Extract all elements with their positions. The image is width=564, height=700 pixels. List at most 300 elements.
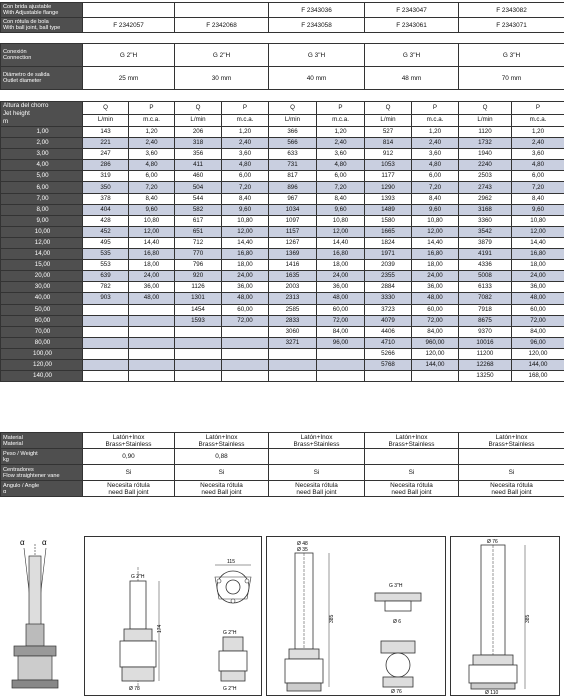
flow-row xyxy=(1,337,564,348)
diameter-value: 25 mm xyxy=(83,67,175,90)
flow-q-value: 13250 xyxy=(459,371,512,382)
flow-row xyxy=(1,348,564,359)
flow-p-value: 14,40 xyxy=(129,237,175,248)
flow-q-value: 920 xyxy=(175,271,222,282)
p-header: P xyxy=(512,102,564,115)
flow-q-value: 4406 xyxy=(365,326,412,337)
material-value: Latón+Inox Brass+Stainless xyxy=(459,433,564,449)
flow-q-value: 3879 xyxy=(459,237,512,248)
flow-p-value: 7,20 xyxy=(129,182,175,193)
flow-p-value: 1,20 xyxy=(317,127,365,138)
flow-q-value: 582 xyxy=(175,204,222,215)
material-value: Latón+Inox Brass+Stainless xyxy=(175,433,269,449)
flow-p-value: 18,00 xyxy=(222,260,269,271)
flow-q-value: 2039 xyxy=(365,260,412,271)
diameter-row xyxy=(1,67,564,90)
flow-row xyxy=(1,204,564,215)
base-dim: Ø 76 xyxy=(391,689,402,695)
flow-p-value: 2,40 xyxy=(412,138,459,149)
flow-p-value: 36,00 xyxy=(317,282,365,293)
q-unit: L/min xyxy=(365,114,412,127)
connection-row xyxy=(1,44,564,67)
flow-p-value xyxy=(412,371,459,382)
flow-row xyxy=(1,149,564,160)
flow-q-value: 1267 xyxy=(269,237,317,248)
jet-height-value: 6,00 xyxy=(1,182,83,193)
flow-p-value xyxy=(129,337,175,348)
jet-height-value: 7,00 xyxy=(1,193,83,204)
flow-p-value: 144,00 xyxy=(412,359,459,370)
flow-row xyxy=(1,315,564,326)
p-unit: m.c.a. xyxy=(222,114,269,127)
flow-q-value: 3360 xyxy=(459,215,512,226)
diameter-value: 30 mm xyxy=(175,67,269,90)
flow-p-value: 7,20 xyxy=(412,182,459,193)
flow-row xyxy=(1,226,564,237)
flow-q-value: 1301 xyxy=(175,293,222,304)
w-dim: Ø 6 xyxy=(393,619,401,625)
flow-q-value xyxy=(83,348,129,359)
flow-p-value: 24,00 xyxy=(317,271,365,282)
flow-q-value: 2003 xyxy=(269,282,317,293)
flow-row xyxy=(1,282,564,293)
flow-q-value xyxy=(269,371,317,382)
weight-value: 0,88 xyxy=(175,449,269,465)
flow-q-value: 553 xyxy=(83,260,129,271)
flow-p-value: 18,00 xyxy=(412,260,459,271)
flow-q-value: 206 xyxy=(175,127,222,138)
flow-p-value: 4,80 xyxy=(222,160,269,171)
flow-q-value: 319 xyxy=(83,171,129,182)
flow-q-value: 4336 xyxy=(459,260,512,271)
straightener-value: Si xyxy=(459,465,564,481)
weight-value: 0,90 xyxy=(83,449,175,465)
flow-row xyxy=(1,326,564,337)
thread-dim: G 2"H xyxy=(223,630,237,636)
flow-q-value: 3168 xyxy=(459,204,512,215)
material-label: Material Material xyxy=(1,433,83,449)
flow-q-value: 967 xyxy=(269,193,317,204)
flow-q-value: 2313 xyxy=(269,293,317,304)
flow-p-value: 6,00 xyxy=(317,171,365,182)
p-unit: m.c.a. xyxy=(129,114,175,127)
flow-q-value: 1824 xyxy=(365,237,412,248)
straightener-row xyxy=(1,465,564,481)
flow-p-value: 36,00 xyxy=(512,282,564,293)
flow-q-value: 286 xyxy=(83,160,129,171)
flow-p-value: 10,80 xyxy=(512,215,564,226)
flow-q-value: 2585 xyxy=(269,304,317,315)
jet-height-value: 12,00 xyxy=(1,237,83,248)
flow-p-value: 6,00 xyxy=(129,171,175,182)
jet-height-value: 40,00 xyxy=(1,293,83,304)
thread-dim-top: G 2"H xyxy=(131,574,145,580)
flow-p-value: 9,60 xyxy=(512,204,564,215)
flow-q-value xyxy=(83,359,129,370)
alpha-right: α xyxy=(42,538,47,547)
flow-p-value: 72,00 xyxy=(512,315,564,326)
flow-p-value: 96,00 xyxy=(512,337,564,348)
angle-label: Angulo / Angle α xyxy=(1,481,83,497)
flow-q-value: 731 xyxy=(269,160,317,171)
flow-q-value: 617 xyxy=(175,215,222,226)
flow-p-value: 12,00 xyxy=(412,226,459,237)
flow-q-value: 7918 xyxy=(459,304,512,315)
height-dim: 385 xyxy=(329,614,335,623)
flow-q-value: 2355 xyxy=(365,271,412,282)
flow-q-value: 3271 xyxy=(269,337,317,348)
flow-p-value: 9,60 xyxy=(412,204,459,215)
flow-q-value: 1369 xyxy=(269,249,317,260)
flow-p-value: 16,80 xyxy=(317,249,365,260)
flow-q-value xyxy=(83,326,129,337)
q-unit: L/min xyxy=(269,114,317,127)
flow-p-value: 6,00 xyxy=(512,171,564,182)
q-header: Q xyxy=(269,102,317,115)
flow-q-value: 221 xyxy=(83,138,129,149)
flow-p-value: 36,00 xyxy=(222,282,269,293)
flow-p-value: 48,00 xyxy=(512,293,564,304)
flow-p-value xyxy=(222,371,269,382)
flow-row xyxy=(1,249,564,260)
flow-p-value: 10,80 xyxy=(129,215,175,226)
flow-p-value xyxy=(129,371,175,382)
flow-p-value: 4,80 xyxy=(317,160,365,171)
flow-p-value xyxy=(129,359,175,370)
flow-p-value: 48,00 xyxy=(317,293,365,304)
flow-p-value: 7,20 xyxy=(317,182,365,193)
flow-p-value: 9,60 xyxy=(317,204,365,215)
flow-q-value: 318 xyxy=(175,138,222,149)
angle-value: Necesita rótula need Ball joint xyxy=(365,481,459,497)
flow-q-value: 7082 xyxy=(459,293,512,304)
connection-value: G 3"H xyxy=(459,44,564,67)
flow-q-value: 2833 xyxy=(269,315,317,326)
flow-p-value: 10,80 xyxy=(317,215,365,226)
model-code: F 2342068 xyxy=(175,18,269,33)
flow-row xyxy=(1,171,564,182)
flow-unit-row xyxy=(1,114,564,127)
jet-height-value: 50,00 xyxy=(1,304,83,315)
flow-p-value: 7,20 xyxy=(512,182,564,193)
connection-value: G 2"H xyxy=(175,44,269,67)
flow-p-value: 4,80 xyxy=(512,160,564,171)
straightener-value: Si xyxy=(175,465,269,481)
flow-p-value: 24,00 xyxy=(129,271,175,282)
straightener-value: Si xyxy=(365,465,459,481)
q-header: Q xyxy=(83,102,129,115)
flow-q-value: 1416 xyxy=(269,260,317,271)
flow-q-value: 356 xyxy=(175,149,222,160)
jet-height-value: 15,00 xyxy=(1,260,83,271)
p-header: P xyxy=(412,102,459,115)
flow-q-value: 770 xyxy=(175,249,222,260)
nozzle-illustration xyxy=(2,536,78,694)
flow-q-value: 378 xyxy=(83,193,129,204)
flow-q-value xyxy=(175,326,222,337)
straightener-value: Si xyxy=(269,465,365,481)
flow-p-value xyxy=(222,348,269,359)
flow-p-value: 48,00 xyxy=(129,293,175,304)
diameter-value: 70 mm xyxy=(459,67,564,90)
flow-row xyxy=(1,359,564,370)
flow-q-value: 1940 xyxy=(459,149,512,160)
flow-q-value: 2884 xyxy=(365,282,412,293)
flow-table xyxy=(0,101,564,382)
flow-p-value: 60,00 xyxy=(512,304,564,315)
flow-p-value: 36,00 xyxy=(129,282,175,293)
jet-height-value: 8,00 xyxy=(1,204,83,215)
model-header-table xyxy=(0,2,564,33)
flow-q-value: 912 xyxy=(365,149,412,160)
flow-q-value: 366 xyxy=(269,127,317,138)
flow-row xyxy=(1,304,564,315)
flow-q-value: 903 xyxy=(83,293,129,304)
flow-q-value: 4079 xyxy=(365,315,412,326)
flow-q-value: 1177 xyxy=(365,171,412,182)
sub-dia-dim: Ø 35 xyxy=(297,547,308,553)
jet-height-value: 9,00 xyxy=(1,215,83,226)
flow-p-value: 12,00 xyxy=(222,226,269,237)
flow-row xyxy=(1,237,564,248)
flow-p-value: 48,00 xyxy=(222,293,269,304)
flow-p-value: 3,60 xyxy=(317,149,365,160)
material-value: Latón+Inox Brass+Stainless xyxy=(83,433,175,449)
flow-p-value: 6,00 xyxy=(412,171,459,182)
flow-p-value: 9,60 xyxy=(129,204,175,215)
flow-q-value: 1580 xyxy=(365,215,412,226)
flow-q-value: 544 xyxy=(175,193,222,204)
flow-q-value: 535 xyxy=(83,249,129,260)
model-code: F 2343047 xyxy=(365,3,459,18)
flow-q-value: 8675 xyxy=(459,315,512,326)
flow-q-value: 404 xyxy=(83,204,129,215)
p-header: P xyxy=(317,102,365,115)
flow-p-value: 7,20 xyxy=(222,182,269,193)
flow-q-value: 2240 xyxy=(459,160,512,171)
diameter-label: Diámetro de salida Outlet diameter xyxy=(1,67,83,90)
flow-p-value: 16,80 xyxy=(222,249,269,260)
jet-height-value: 20,00 xyxy=(1,271,83,282)
drawing-large-model xyxy=(450,536,560,696)
flow-p-value: 10,80 xyxy=(412,215,459,226)
flow-q-value xyxy=(269,348,317,359)
jet-height-value: 2,00 xyxy=(1,138,83,149)
flow-p-value xyxy=(129,348,175,359)
flow-p-value xyxy=(317,359,365,370)
flow-p-value: 960,00 xyxy=(412,337,459,348)
flow-q-value: 1489 xyxy=(365,204,412,215)
jet-height-value: 70,00 xyxy=(1,326,83,337)
jet-height-value: 80,00 xyxy=(1,337,83,348)
flow-q-value xyxy=(83,304,129,315)
flow-q-value: 428 xyxy=(83,215,129,226)
flow-q-value: 1971 xyxy=(365,249,412,260)
flow-q-value: 1393 xyxy=(365,193,412,204)
flow-q-value xyxy=(365,371,412,382)
jet-height-value: 10,00 xyxy=(1,226,83,237)
flow-p-value xyxy=(317,348,365,359)
weight-value xyxy=(459,449,564,465)
flow-q-value: 143 xyxy=(83,127,129,138)
flow-p-value: 14,40 xyxy=(222,237,269,248)
flow-q-value xyxy=(175,337,222,348)
flow-q-value: 712 xyxy=(175,237,222,248)
flow-q-value: 5266 xyxy=(365,348,412,359)
flow-p-value: 16,80 xyxy=(412,249,459,260)
material-value: Latón+Inox Brass+Stainless xyxy=(269,433,365,449)
flow-p-value: 48,00 xyxy=(412,293,459,304)
model-code: F 2342057 xyxy=(83,18,175,33)
flow-p-value: 6,00 xyxy=(222,171,269,182)
flow-q-value: 896 xyxy=(269,182,317,193)
flow-q-value: 247 xyxy=(83,149,129,160)
flow-q-value xyxy=(83,371,129,382)
flow-p-value xyxy=(222,337,269,348)
flow-q-value: 639 xyxy=(83,271,129,282)
flow-p-value: 1,20 xyxy=(512,127,564,138)
flow-q-value: 1120 xyxy=(459,127,512,138)
connection-value: G 3"H xyxy=(269,44,365,67)
flow-p-value: 72,00 xyxy=(412,315,459,326)
flow-p-value: 18,00 xyxy=(317,260,365,271)
flow-p-value: 2,40 xyxy=(129,138,175,149)
diameter-value: 40 mm xyxy=(269,67,365,90)
flow-q-value: 2962 xyxy=(459,193,512,204)
flow-p-value: 144,00 xyxy=(512,359,564,370)
connection-label: Conexión Connection xyxy=(1,44,83,67)
top-dia-dim: Ø 48 xyxy=(297,541,308,547)
flow-q-value: 1053 xyxy=(365,160,412,171)
q-header: Q xyxy=(365,102,412,115)
flow-p-value: 3,60 xyxy=(512,149,564,160)
flow-row xyxy=(1,371,564,382)
flow-q-value: 1097 xyxy=(269,215,317,226)
p-header: P xyxy=(129,102,175,115)
flow-p-value: 60,00 xyxy=(412,304,459,315)
flow-p-value: 120,00 xyxy=(512,348,564,359)
flow-q-value: 1454 xyxy=(175,304,222,315)
flow-q-value xyxy=(175,371,222,382)
flow-p-value: 1,20 xyxy=(222,127,269,138)
flow-q-value xyxy=(83,337,129,348)
p-unit: m.c.a. xyxy=(512,114,564,127)
base-dim: Ø 110 xyxy=(485,690,498,695)
flow-p-value: 14,40 xyxy=(512,237,564,248)
flow-q-value: 12268 xyxy=(459,359,512,370)
jet-height-value: 140,00 xyxy=(1,371,83,382)
base-thread-dim: G 2"H xyxy=(223,686,237,692)
angle-value: Necesita rótula need Ball joint xyxy=(459,481,564,497)
flow-q-value xyxy=(175,359,222,370)
flow-p-value: 2,40 xyxy=(512,138,564,149)
angle-value: Necesita rótula need Ball joint xyxy=(269,481,365,497)
flow-q-value: 1034 xyxy=(269,204,317,215)
flow-q-value: 1635 xyxy=(269,271,317,282)
flow-q-value: 782 xyxy=(83,282,129,293)
flow-q-value: 452 xyxy=(83,226,129,237)
connection-value: G 2"H xyxy=(83,44,175,67)
flow-q-value: 2743 xyxy=(459,182,512,193)
flow-row xyxy=(1,260,564,271)
flow-q-value: 814 xyxy=(365,138,412,149)
flow-p-value xyxy=(222,359,269,370)
flow-p-value: 3,60 xyxy=(129,149,175,160)
flow-q-value: 633 xyxy=(269,149,317,160)
flow-p-value: 14,40 xyxy=(412,237,459,248)
flow-q-value: 651 xyxy=(175,226,222,237)
connection-value: G 3"H xyxy=(365,44,459,67)
jet-height-value: 1,00 xyxy=(1,127,83,138)
flow-p-value xyxy=(129,304,175,315)
flow-q-value: 1157 xyxy=(269,226,317,237)
flow-q-value: 495 xyxy=(83,237,129,248)
q-header: Q xyxy=(175,102,222,115)
flow-p-value: 60,00 xyxy=(222,304,269,315)
flow-q-value: 504 xyxy=(175,182,222,193)
angle-row xyxy=(1,481,564,497)
material-row xyxy=(1,433,564,449)
drawing-medium-model xyxy=(266,536,446,696)
flow-p-value xyxy=(129,315,175,326)
weight-row xyxy=(1,449,564,465)
flow-q-value: 9370 xyxy=(459,326,512,337)
flow-p-value: 1,20 xyxy=(412,127,459,138)
model-code: F 2343061 xyxy=(365,18,459,33)
bolt-dim: G 3"H xyxy=(389,583,403,589)
flow-q-value xyxy=(83,315,129,326)
flow-p-value: 24,00 xyxy=(512,271,564,282)
flow-p-value: 3,60 xyxy=(222,149,269,160)
flow-p-value: 8,40 xyxy=(412,193,459,204)
flow-q-value: 3330 xyxy=(365,293,412,304)
straightener-value: Si xyxy=(83,465,175,481)
drawing-small-model xyxy=(84,536,262,696)
flow-row xyxy=(1,193,564,204)
p-unit: m.c.a. xyxy=(317,114,365,127)
flow-row xyxy=(1,271,564,282)
flow-q-value: 2503 xyxy=(459,171,512,182)
flow-q-value: 1665 xyxy=(365,226,412,237)
flow-row xyxy=(1,293,564,304)
specs-table xyxy=(0,43,564,90)
flow-p-value: 168,00 xyxy=(512,371,564,382)
base-dim: Ø 78 xyxy=(129,686,140,692)
flow-q-value: 5768 xyxy=(365,359,412,370)
jet-height-value: 5,00 xyxy=(1,171,83,182)
flow-p-value: 8,40 xyxy=(317,193,365,204)
diameter-value: 48 mm xyxy=(365,67,459,90)
flow-q-value: 1593 xyxy=(175,315,222,326)
q-unit: L/min xyxy=(459,114,512,127)
flow-p-value: 36,00 xyxy=(412,282,459,293)
flow-p-value: 12,00 xyxy=(512,226,564,237)
flow-p-value: 12,00 xyxy=(317,226,365,237)
flow-p-value: 2,40 xyxy=(317,138,365,149)
angle-value: Necesita rótula need Ball joint xyxy=(83,481,175,497)
alpha-left: α xyxy=(20,538,25,547)
flow-p-value: 120,00 xyxy=(412,348,459,359)
flow-p-value: 60,00 xyxy=(317,304,365,315)
flow-q-value: 1126 xyxy=(175,282,222,293)
flow-p-value: 16,80 xyxy=(129,249,175,260)
jet-height-value: 100,00 xyxy=(1,348,83,359)
flow-p-value: 2,40 xyxy=(222,138,269,149)
flow-p-value: 1,20 xyxy=(129,127,175,138)
flow-q-value: 350 xyxy=(83,182,129,193)
flow-q-value: 460 xyxy=(175,171,222,182)
flow-p-value: 14,40 xyxy=(317,237,365,248)
